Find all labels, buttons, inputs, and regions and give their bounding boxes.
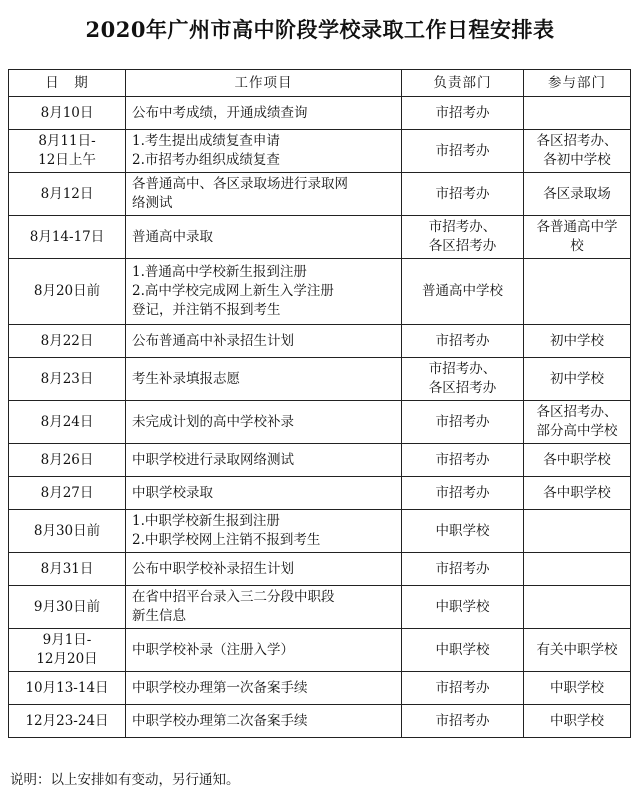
responsible-dept-cell-line: 市招考办、	[428, 219, 497, 235]
date-cell-line: 8月26日	[40, 451, 94, 468]
responsible-dept-cell	[402, 259, 524, 325]
responsible-dept-cell-line: 普通高中学校	[422, 283, 503, 299]
participating-dept-cell	[524, 444, 631, 477]
date-cell	[9, 130, 126, 173]
participating-dept-cell	[524, 259, 631, 325]
date-cell-line: 8月24日	[40, 413, 94, 430]
participating-dept-cell	[524, 173, 631, 216]
table-row	[9, 629, 631, 672]
responsible-dept-cell-line: 市招考办、	[428, 361, 497, 377]
date-cell-line: 8月31日	[40, 560, 94, 577]
date-cell	[9, 325, 126, 358]
date-cell	[9, 553, 126, 586]
date-cell	[9, 629, 126, 672]
date-cell-line: 12月20日	[36, 651, 98, 667]
responsible-dept-cell-line: 各区招考办	[428, 380, 497, 396]
date-cell-line: 8月10日	[40, 104, 94, 121]
work-items-cell-line: 普通高中录取	[132, 228, 213, 245]
participating-dept-cell	[524, 510, 631, 553]
participating-dept-cell	[524, 553, 631, 586]
participating-dept-cell-line: 初中学校	[550, 370, 604, 387]
work-items-cell	[126, 97, 402, 130]
page-title: 2020年广州市高中阶段学校录取工作日程安排表	[85, 17, 555, 42]
responsible-dept-cell	[402, 444, 524, 477]
date-cell-line: 12月23-24日	[25, 712, 109, 729]
date-cell-line: 8月27日	[40, 484, 94, 501]
date-cell	[9, 216, 126, 259]
participating-dept-cell-line: 有关中职学校	[536, 641, 618, 658]
participating-dept-cell-line: 部分高中学校	[536, 423, 618, 439]
responsible-dept-cell-line: 各区招考办	[428, 238, 497, 254]
responsible-dept-cell	[402, 401, 524, 444]
responsible-dept-cell	[402, 358, 524, 401]
table-row	[9, 130, 631, 173]
participating-dept-cell	[524, 130, 631, 173]
work-items-cell	[126, 510, 402, 553]
work-items-cell	[126, 586, 402, 629]
date-cell	[9, 444, 126, 477]
participating-dept-cell	[524, 672, 631, 705]
participating-dept-cell	[524, 586, 631, 629]
participating-dept-cell-line: 各初中学校	[543, 152, 611, 168]
work-items-cell	[126, 444, 402, 477]
table-row	[9, 586, 631, 629]
work-items-cell	[126, 216, 402, 259]
schedule-table	[8, 69, 631, 738]
responsible-dept-cell-line: 市招考办	[435, 104, 490, 121]
participating-dept-cell-line: 各区录取场	[543, 185, 611, 202]
responsible-dept-cell-line: 中职学校	[435, 598, 490, 615]
work-items-cell	[126, 629, 402, 672]
table-row	[9, 401, 631, 444]
work-items-cell	[126, 553, 402, 586]
date-cell-line: 8月23日	[40, 370, 94, 387]
table-row	[9, 553, 631, 586]
date-cell	[9, 586, 126, 629]
responsible-dept-cell-line: 中职学校	[435, 641, 490, 658]
table-row	[9, 510, 631, 553]
participating-dept-cell	[524, 216, 631, 259]
table-header-row	[9, 70, 631, 97]
participating-dept-cell	[524, 358, 631, 401]
work-items-cell-line: 2.高中学校完成网上新生入学注册	[132, 283, 334, 299]
work-items-cell-line: 中职学校办理第二次备案手续	[132, 712, 308, 729]
date-cell-line: 8月20日前	[33, 283, 101, 299]
work-items-cell-line: 1.中职学校新生报到注册	[132, 513, 280, 529]
work-items-cell-line: 公布普通高中补录招生计划	[132, 332, 294, 349]
date-cell-line: 8月12日	[40, 185, 94, 202]
table-row	[9, 259, 631, 325]
table-row	[9, 216, 631, 259]
responsible-dept-cell	[402, 586, 524, 629]
date-cell	[9, 705, 126, 738]
responsible-dept-cell-line: 市招考办	[435, 560, 490, 577]
date-cell-line: 8月11日-	[38, 133, 96, 149]
work-items-cell	[126, 130, 402, 173]
work-items-cell	[126, 477, 402, 510]
table-row	[9, 325, 631, 358]
date-cell	[9, 477, 126, 510]
work-items-cell-line: 络测试	[132, 195, 173, 211]
responsible-dept-cell-line: 市招考办	[435, 679, 490, 696]
participating-dept-cell	[524, 629, 631, 672]
participating-dept-cell-line: 各中职学校	[543, 484, 611, 501]
participating-dept-cell-line: 中职学校	[550, 679, 604, 696]
responsible-dept-cell-line: 中职学校	[435, 522, 490, 539]
work-items-cell-line: 1.考生提出成绩复查申请	[132, 133, 280, 149]
work-items-cell-line: 中职学校录取	[132, 484, 213, 501]
responsible-dept-cell-line: 市招考办	[435, 451, 490, 468]
responsible-dept-cell-line: 市招考办	[435, 142, 490, 159]
work-items-cell-line: 2.市招考办组织成绩复查	[132, 152, 280, 168]
responsible-dept-cell	[402, 477, 524, 510]
work-items-cell-line: 各普通高中、各区录取场进行录取网	[132, 176, 348, 192]
participating-dept-cell-line: 中职学校	[550, 712, 604, 729]
header-participating-dept: 参与部门	[524, 70, 631, 97]
work-items-cell-line: 在省中招平台录入三二分段中职段	[132, 589, 335, 605]
table-row	[9, 477, 631, 510]
work-items-cell	[126, 358, 402, 401]
responsible-dept-cell	[402, 629, 524, 672]
work-items-cell	[126, 259, 402, 325]
date-cell-line: 9月1日-	[42, 632, 92, 648]
responsible-dept-cell	[402, 216, 524, 259]
responsible-dept-cell	[402, 173, 524, 216]
work-items-cell-line: 未完成计划的高中学校补录	[132, 413, 294, 430]
work-items-cell	[126, 672, 402, 705]
date-cell	[9, 259, 126, 325]
date-cell-line: 10月13-14日	[25, 679, 109, 696]
date-cell-line: 8月30日前	[33, 522, 101, 539]
responsible-dept-cell	[402, 510, 524, 553]
work-items-cell-line: 新生信息	[132, 608, 186, 624]
work-items-cell-line: 公布中职学校补录招生计划	[132, 560, 294, 577]
table-row	[9, 97, 631, 130]
responsible-dept-cell	[402, 672, 524, 705]
participating-dept-cell	[524, 705, 631, 738]
responsible-dept-cell-line: 市招考办	[435, 484, 490, 501]
work-items-cell-line: 1.普通高中学校新生报到注册	[132, 264, 307, 280]
responsible-dept-cell	[402, 553, 524, 586]
responsible-dept-cell-line: 市招考办	[435, 712, 490, 729]
date-cell	[9, 97, 126, 130]
work-items-cell-line: 2.中职学校网上注销不报到考生	[132, 532, 321, 548]
date-cell	[9, 358, 126, 401]
footnote: 说明：以上安排如有变动，另行通知。	[10, 772, 240, 788]
date-cell	[9, 672, 126, 705]
date-cell-line: 9月30日前	[33, 598, 101, 615]
table-row	[9, 358, 631, 401]
work-items-cell-line: 中职学校办理第一次备案手续	[132, 679, 308, 696]
date-cell-line: 12日上午	[38, 152, 96, 168]
date-cell	[9, 510, 126, 553]
work-items-cell-line: 中职学校进行录取网络测试	[132, 451, 294, 468]
work-items-cell-line: 公布中考成绩，开通成绩查询	[132, 104, 308, 121]
header-work-items: 工作项目	[126, 70, 402, 97]
work-items-cell	[126, 173, 402, 216]
participating-dept-cell	[524, 325, 631, 358]
work-items-cell	[126, 325, 402, 358]
table-row	[9, 173, 631, 216]
date-cell-line: 8月22日	[40, 332, 94, 349]
participating-dept-cell-line: 各普通高中学	[536, 219, 618, 235]
header-date: 日 期	[9, 70, 126, 97]
responsible-dept-cell	[402, 97, 524, 130]
work-items-cell	[126, 401, 402, 444]
responsible-dept-cell	[402, 130, 524, 173]
date-cell	[9, 401, 126, 444]
table-row	[9, 672, 631, 705]
date-cell-line: 8月14-17日	[29, 228, 105, 245]
responsible-dept-cell-line: 市招考办	[435, 332, 490, 349]
participating-dept-cell-line: 初中学校	[550, 332, 604, 349]
participating-dept-cell-line: 各区招考办、	[536, 133, 618, 149]
work-items-cell-line: 中职学校补录（注册入学）	[132, 641, 294, 658]
participating-dept-cell-line: 各区招考办、	[536, 404, 618, 420]
table-row	[9, 705, 631, 738]
date-cell	[9, 173, 126, 216]
work-items-cell	[126, 705, 402, 738]
header-responsible-dept: 负责部门	[402, 70, 524, 97]
responsible-dept-cell-line: 市招考办	[435, 185, 490, 202]
participating-dept-cell-line: 校	[570, 238, 584, 254]
participating-dept-cell	[524, 401, 631, 444]
responsible-dept-cell-line: 市招考办	[435, 413, 490, 430]
work-items-cell-line: 考生补录填报志愿	[132, 370, 240, 387]
responsible-dept-cell	[402, 705, 524, 738]
table-row	[9, 444, 631, 477]
participating-dept-cell	[524, 477, 631, 510]
responsible-dept-cell	[402, 325, 524, 358]
work-items-cell-line: 登记，并注销不报到考生	[132, 302, 281, 318]
participating-dept-cell	[524, 97, 631, 130]
participating-dept-cell-line: 各中职学校	[543, 451, 611, 468]
